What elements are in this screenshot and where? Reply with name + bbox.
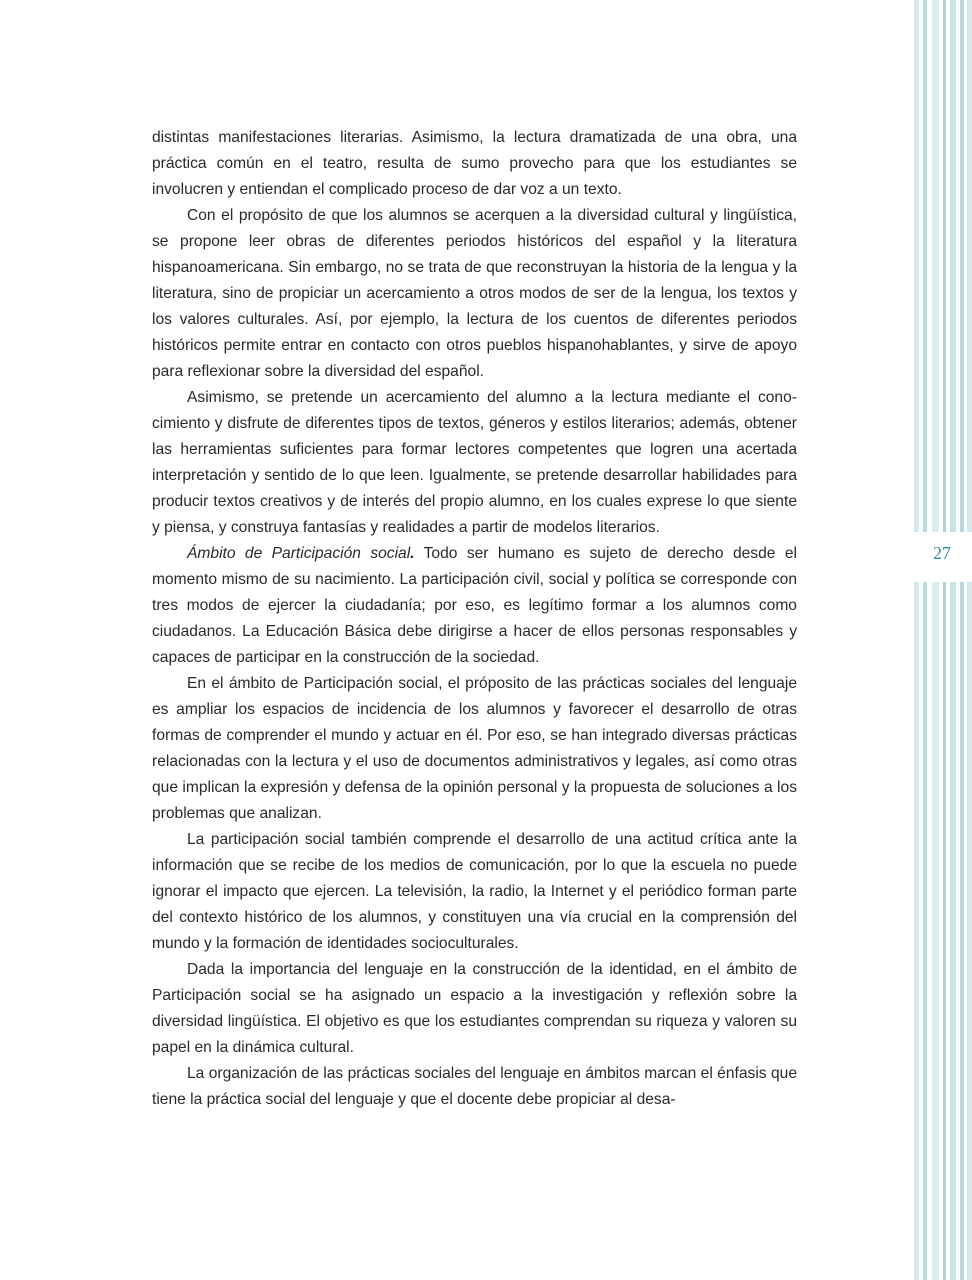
- body-text: [152, 125, 797, 1113]
- paragraph: [152, 203, 797, 385]
- paragraph: [152, 125, 797, 203]
- paragraph: [152, 385, 797, 541]
- stripe: [914, 0, 919, 1280]
- paragraph-text: La participación social también comprende el desarrollo de una actitud crítica ante la información que se recibe de los medios de comunicación, por lo que la escuela no puede ignorar el impacto que ejercen. La televisión, la radio, la Internet y el periódico forman parte del contexto histórico de los alumnos, y constituyen una vía crucial en la comprensión del mundo y la formación de identidades socioculturales.: [152, 831, 797, 952]
- paragraph-text: Dada la importancia del lenguaje en la construcción de la identidad, en el ámbito de Participación social se ha asignado un espacio a la investigación y reflexión sobre la diversidad lingüística. El objetivo es que los estudiantes comprendan su riqueza y valoren su papel en la dinámica cultural.: [152, 961, 797, 1056]
- paragraph-text: distintas manifestaciones literarias. Asimismo, la lectura dramatizada de una obra, una práctica común en el teatro, resulta de sumo provecho para que los estudiantes se involucren y entiendan el complicado proceso de dar voz a un texto.: [152, 129, 797, 198]
- stripe: [967, 0, 972, 1280]
- stripe: [950, 0, 956, 1280]
- paragraph: [152, 957, 797, 1061]
- decorative-stripes: [912, 0, 972, 1280]
- paragraph: [152, 541, 797, 671]
- paragraph-text: En el ámbito de Participación social, el próposito de las prácticas sociales del lenguaje es ampliar los espacios de incidencia de los alumnos y favorecer el desarrollo de otras formas de comprender el mundo y actuar en él. Por eso, se han integrado diversas prácticas relacionadas con la lectura y el uso de documentos administrativos y legales, así como otras que implican la expresión y defensa de la opinión personal y la propuesta de soluciones a los problemas que analizan.: [152, 675, 797, 822]
- paragraph: [152, 827, 797, 957]
- stripe: [960, 0, 964, 1280]
- paragraph-text: Con el propósito de que los alumnos se acerquen a la diversidad cultural y lingüística, se propone leer obras de diferentes periodos históricos del español y la literatura hispanoamericana. Sin embargo, no se trata de que reconstruyan la historia de la lengua y la literatura, sino de propiciar un acercamiento a otros modos de ser de la lengua, los textos y los valores culturales. Así, por ejemplo, la lectura de los cuentos de diferentes periodos históricos permite entrar en contacto con otros pueblos hispanohablantes, y sirve de apoyo para reflexionar sobre la diversidad del español.: [152, 207, 797, 380]
- paragraph-text: Asimismo, se pretende un acercamiento del alumno a la lectura mediante el conocimiento y disfrute de diferentes tipos de textos, géneros y estilos literarios; además, obtener las herramientas suficientes para formar lectores competentes que logren una acertada interpretación y sentido de lo que leen. Igualmente, se pretende desarrollar habilidades para producir textos creativos y de interés del propio alumno, en los cuales exprese lo que siente y piensa, y construya fantasías y realidades a partir de modelos literarios.: [152, 389, 797, 536]
- paragraph: [152, 671, 797, 827]
- section-lead-period: .: [410, 545, 415, 562]
- stripe: [943, 0, 946, 1280]
- stripe: [923, 0, 927, 1280]
- paragraph-text: La organización de las prácticas sociales del lenguaje en ámbitos marcan el énfasis que tiene la práctica social del lenguaje y que el docente debe propiciar al desa-: [152, 1065, 797, 1108]
- paragraph: [152, 1061, 797, 1113]
- page-number: 27: [933, 543, 951, 563]
- page-number-box: [912, 532, 972, 582]
- stripe: [932, 0, 939, 1280]
- section-lead-title: Ámbito de Participación social: [187, 545, 411, 562]
- paragraph-text: Todo ser humano es sujeto de derecho desde el momento mismo de su nacimiento. La participación civil, social y política se corresponde con tres modos de ejercer la ciudadanía; por eso, es legítimo formar a los alumnos como ciudadanos. La Educación Básica debe dirigirse a hacer de ellos personas responsables y capaces de participar en la construcción de la sociedad.: [152, 545, 797, 666]
